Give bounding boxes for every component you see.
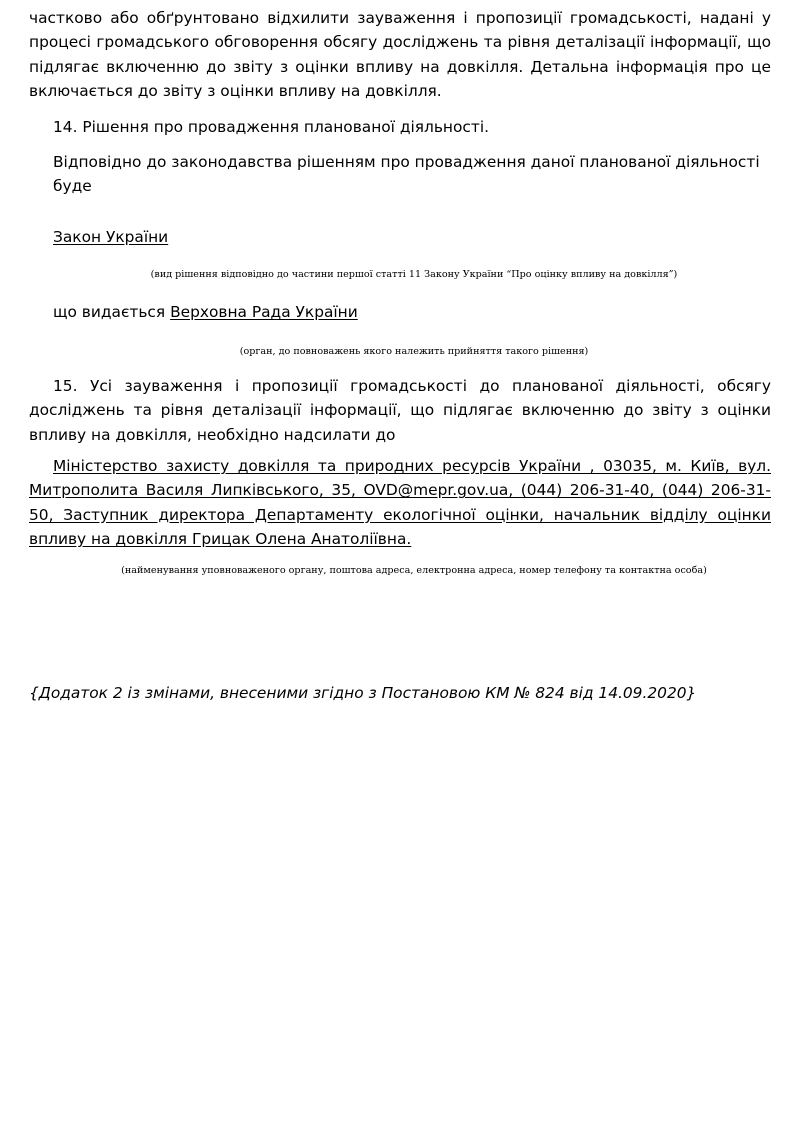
section-14-heading: 14. Рішення про провадження планованої діяльності. <box>53 118 490 136</box>
issued-by-prefix: що видається <box>53 303 166 321</box>
section-14-statement: Відповідно до законодавства рішенням про провадження даної планованої діяльності буде <box>53 153 760 196</box>
decision-type: Закон України <box>53 228 169 246</box>
issuing-body: Верховна Рада України <box>170 303 358 321</box>
decision-type-caption: (вид рішення відповідно до частини першої статті 11 Закону України “Про оцінку впливу на довкілля”) <box>150 269 678 280</box>
contact-details: Міністерство захисту довкілля та природних ресурсів України , 03035, м. Київ, вул. Митрополита Василя Липківського, 35, OVD@mepr.gov.ua, (044) 206-31-40, (044) 206-31-50, Заступник директора Департаменту екологічної оцінки, начальник відділу оцінки впливу на довкілля Грицак Олена Анатоліївна. <box>29 457 771 548</box>
contact-caption: (найменування уповноваженого органу, поштова адреса, електронна адреса, номер телефону та контактна особа) <box>121 565 707 576</box>
amendment-note: {Додаток 2 із змінами, внесеними згідно з Постановою КМ № 824 від 14.09.2020} <box>29 684 697 702</box>
issuing-body-caption: (орган, до повноважень якого належить прийняття такого рішення) <box>239 346 589 357</box>
decision-type-line <box>53 225 771 249</box>
section-15-text: 15. Усі зауваження і пропозиції громадськості до планованої діяльності, обсягу досліджень та рівня деталізації інформації, що підлягає включенню до звіту з оцінки впливу на довкілля, необхідно надсилати до <box>29 377 771 444</box>
contact-block <box>29 454 771 551</box>
intro-paragraph: частково або обґрунтовано відхилити зауваження і пропозиції громадськості, надані у процесі громадського обговорення обсягу досліджень та рівня деталізації інформації, що підлягає включенню до звіту з оцінки впливу на довкілля. Детальна інформація про це включається до звіту з оцінки впливу на довкілля. <box>29 9 771 100</box>
issuing-body-line <box>53 300 771 324</box>
